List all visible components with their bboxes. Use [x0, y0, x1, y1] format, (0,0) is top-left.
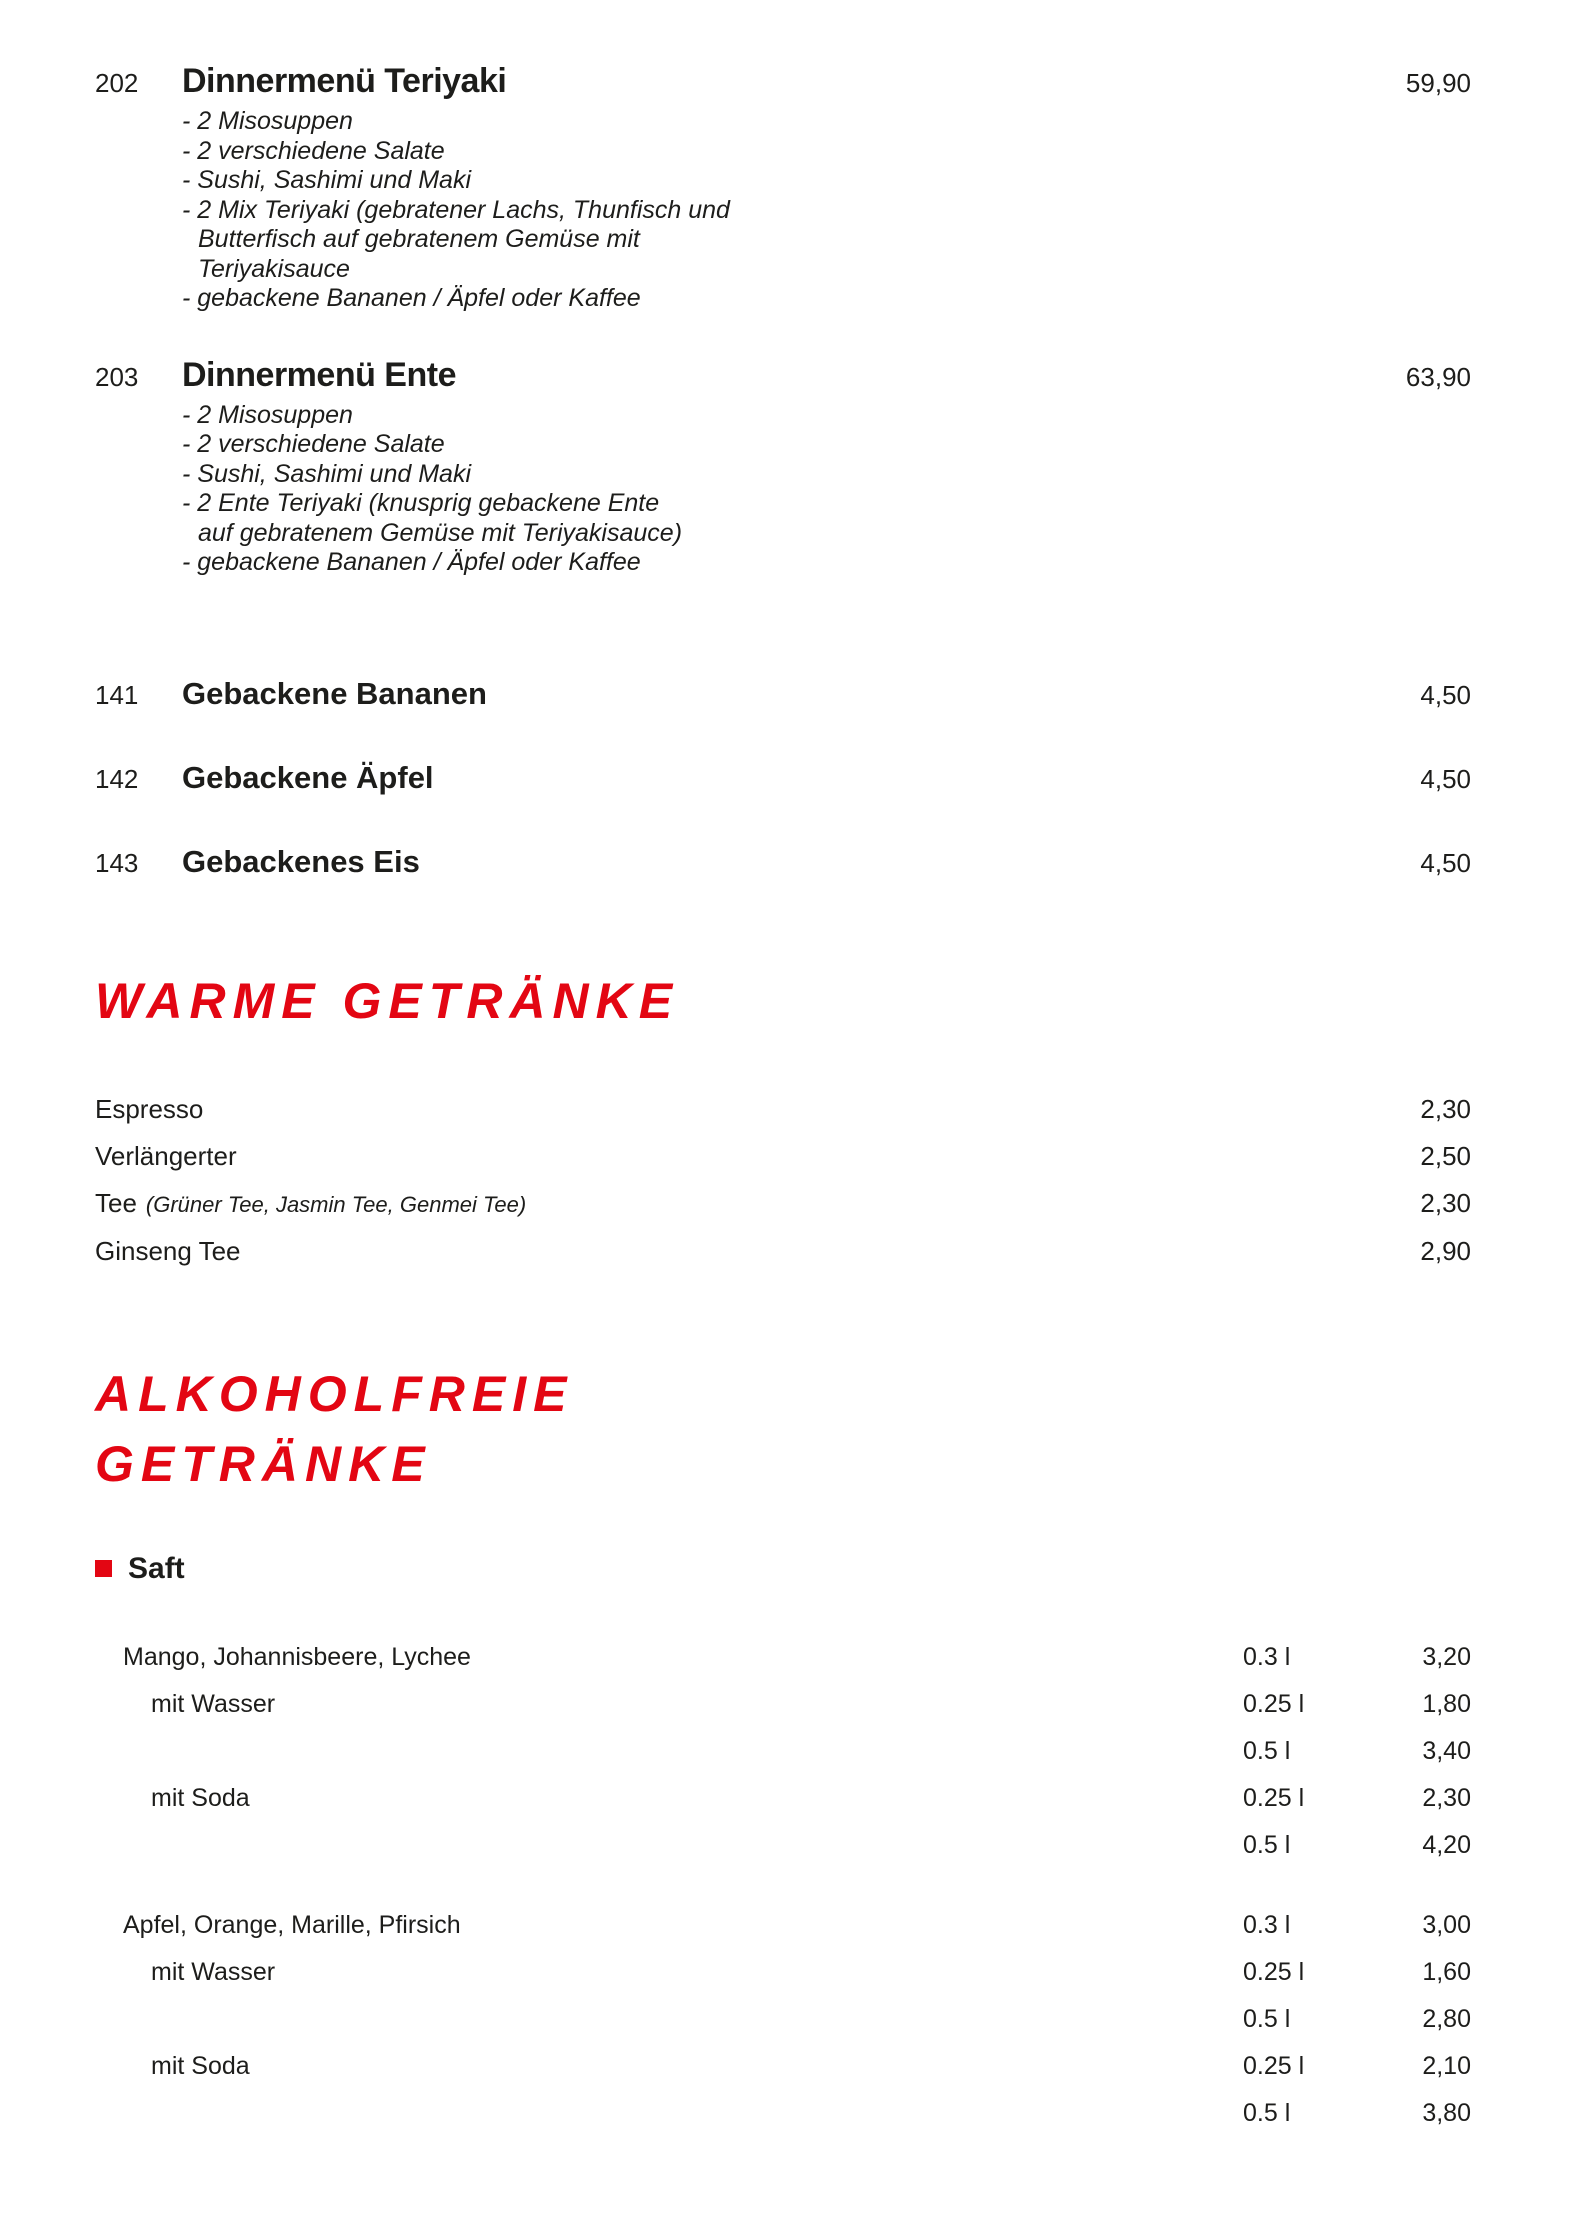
- item-number: 203: [95, 361, 139, 392]
- heading-line-1: ALKOHOLFREIE: [95, 1365, 574, 1422]
- drink-name: Verlängerter: [95, 1140, 237, 1171]
- juice-label: mit Wasser: [151, 1689, 276, 1718]
- item-title: Dinnermenü Ente: [182, 355, 456, 394]
- juice-size: 0.25 l: [1243, 1957, 1305, 1986]
- juice-price: 1,80: [1422, 1689, 1471, 1718]
- juice-group-mango: [95, 1634, 1471, 1869]
- juice-price: 1,60: [1422, 1957, 1471, 1986]
- detail-line: - Sushi, Sashimi und Maki: [182, 459, 472, 488]
- item-price: 59,90: [1405, 68, 1471, 98]
- item-number: 142: [95, 763, 139, 794]
- item-details: [182, 107, 1471, 314]
- juice-size: 0.3 l: [1243, 1910, 1291, 1939]
- item-number: 141: [95, 679, 139, 710]
- item-price: 4,50: [1420, 679, 1471, 710]
- section-heading-warme-getraenke: WARME GETRÄNKE: [95, 972, 680, 1029]
- drink-row: [95, 1180, 1471, 1228]
- section-heading-alkoholfreie-getraenke: [95, 1359, 1471, 1499]
- detail-line: Butterfisch auf gebratenem Gemüse mit: [198, 225, 640, 253]
- detail-line: - 2 Misosuppen: [182, 400, 353, 429]
- drink-price: 2,30: [1420, 1093, 1471, 1124]
- drink-name: Tee: [95, 1187, 137, 1218]
- item-price: 63,90: [1405, 361, 1471, 392]
- subsection-label: Saft: [128, 1551, 185, 1585]
- juice-price: 3,20: [1422, 1642, 1471, 1671]
- detail-line: auf gebratenem Gemüse mit Teriyakisauce): [198, 518, 683, 547]
- juice-size: 0.25 l: [1243, 1783, 1305, 1812]
- detail-line: Teriyakisauce: [198, 254, 350, 283]
- drink-row: [95, 1133, 1471, 1180]
- warm-drink-list: [95, 1086, 1471, 1275]
- detail-line: - 2 verschiedene Salate: [182, 430, 445, 458]
- juice-label: mit Soda: [151, 2051, 250, 2080]
- drink-price: 2,90: [1420, 1235, 1471, 1266]
- juice-group-apfel: [95, 1902, 1471, 2137]
- detail-line: - gebackene Bananen / Äpfel oder Kaffee: [182, 284, 641, 312]
- drink-note: (Grüner Tee, Jasmin Tee, Genmei Tee): [145, 1191, 527, 1217]
- item-price: 4,50: [1420, 763, 1471, 794]
- juice-size: 0.5 l: [1243, 2098, 1291, 2127]
- menu-item-header: [95, 62, 1471, 101]
- drink-row: [95, 1228, 1471, 1275]
- detail-line: - 2 Ente Teriyaki (knusprig gebackene Ente: [182, 489, 660, 517]
- menu-item-141: [95, 676, 1471, 712]
- drink-row: [95, 1086, 1471, 1133]
- drink-price: 2,50: [1420, 1140, 1471, 1171]
- item-number: 143: [95, 847, 139, 878]
- juice-size: 0.3 l: [1243, 1642, 1291, 1671]
- item-details: [182, 401, 1471, 578]
- juice-price: 2,30: [1422, 1783, 1471, 1812]
- juice-price: 3,00: [1422, 1910, 1471, 1939]
- item-title: Gebackenes Eis: [182, 843, 420, 879]
- juice-row: [95, 1949, 1471, 1996]
- juice-label: mit Soda: [151, 1783, 250, 1812]
- juice-price: 2,80: [1422, 2004, 1471, 2033]
- juice-label: Mango, Johannisbeere, Lychee: [123, 1642, 471, 1671]
- juice-size: 0.25 l: [1243, 1689, 1305, 1718]
- juice-row: [95, 1681, 1471, 1728]
- juice-label: mit Wasser: [151, 1957, 276, 1986]
- juice-row: [95, 1634, 1471, 1681]
- item-number: 202: [95, 68, 139, 98]
- juice-size: 0.5 l: [1243, 1830, 1291, 1859]
- dessert-list: [95, 676, 1471, 880]
- juice-price: 4,20: [1422, 1830, 1471, 1859]
- juice-label: Apfel, Orange, Marille, Pfirsich: [123, 1910, 461, 1939]
- juice-price: 3,40: [1422, 1736, 1471, 1765]
- detail-line: - 2 Misosuppen: [182, 107, 353, 135]
- menu-item-203: [95, 356, 1471, 578]
- detail-line: - 2 Mix Teriyaki (gebratener Lachs, Thunfisch und: [182, 195, 730, 224]
- juice-row: [95, 1775, 1471, 1822]
- menu-item-header: [95, 356, 1471, 395]
- menu-item-142: [95, 760, 1471, 796]
- juice-size: 0.25 l: [1243, 2051, 1305, 2080]
- juice-table: [95, 1634, 1471, 2137]
- square-bullet-icon: [95, 1560, 112, 1577]
- juice-row: [95, 1822, 1471, 1869]
- item-title: Gebackene Äpfel: [182, 759, 434, 795]
- drink-name: Espresso: [95, 1093, 204, 1124]
- detail-line: - gebackene Bananen / Äpfel oder Kaffee: [182, 548, 641, 576]
- item-title: Gebackene Bananen: [182, 675, 487, 711]
- juice-size: 0.5 l: [1243, 2004, 1291, 2033]
- menu-item-202: [95, 62, 1471, 314]
- juice-row: [95, 2043, 1471, 2090]
- juice-price: 3,80: [1422, 2098, 1471, 2127]
- detail-line: - Sushi, Sashimi und Maki: [182, 166, 472, 194]
- menu-item-143: [95, 844, 1471, 880]
- juice-row: [95, 2090, 1471, 2137]
- juice-price: 2,10: [1422, 2051, 1471, 2080]
- item-price: 4,50: [1420, 847, 1471, 878]
- drink-price: 2,30: [1420, 1187, 1471, 1218]
- subsection-saft: [95, 1552, 1471, 1586]
- juice-size: 0.5 l: [1243, 1736, 1291, 1765]
- juice-row: [95, 1728, 1471, 1775]
- drink-name: Ginseng Tee: [95, 1235, 241, 1266]
- juice-row: [95, 1902, 1471, 1949]
- item-title: Dinnermenü Teriyaki: [182, 62, 507, 100]
- juice-row: [95, 1996, 1471, 2043]
- heading-line-2: GETRÄNKE: [95, 1435, 432, 1492]
- detail-line: - 2 verschiedene Salate: [182, 136, 445, 165]
